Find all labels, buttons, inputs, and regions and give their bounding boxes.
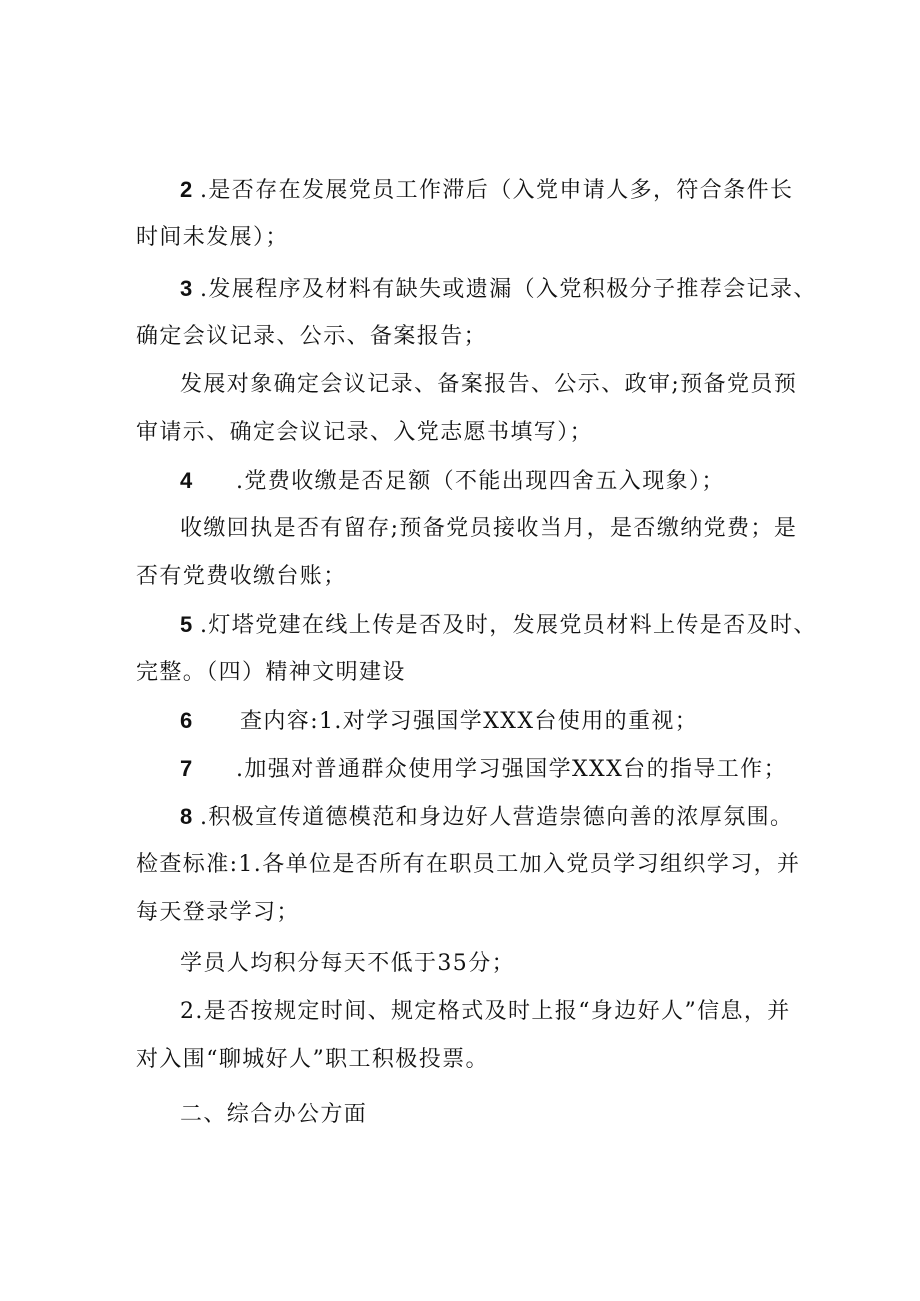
item-number: 4 [180,468,194,493]
section-heading: 二、综合办公方面 [180,1102,368,1127]
item-text: 查内容:1.对学习强国学XXX台使用的重视； [240,709,699,734]
item-number: 8 [180,804,194,829]
item-number: 5 [180,612,194,637]
item-text: .党费收缴是否足额（不能出现四舍五入现象）； [236,469,725,494]
item-8-line-2: 检查标准:1.各单位是否所有在职员工加入党员学习组织学习，并 [136,852,801,877]
paragraph-a-line-1: 发展对象确定会议记录、备案报告、公示、政审;预备党员预 [180,372,798,397]
item-2-line-2: 时间未发展）； [136,225,289,250]
item-5-line-2: 完整。（四）精神文明建设 [136,660,406,685]
item-number: 7 [180,756,194,781]
item-6-line-1 [180,708,860,735]
item-8-line-1 [180,804,860,831]
item-4-line-1 [180,468,860,495]
paragraph-b-line-2: 否有党费收缴台账； [136,564,347,589]
item-3-line-2: 确定会议记录、公示、备案报告； [136,324,488,349]
item-text: .加强对普通群众使用学习强国学XXX台的指导工作； [236,757,787,782]
item-7-line-1 [180,756,860,783]
item-text: .灯塔党建在线上传是否及时，发展党员材料上传是否及时、 [200,613,817,638]
item-8-line-3: 每天登录学习； [136,900,300,925]
item-text: .发展程序及材料有缺失或遗漏（入党积极分子推荐会记录、 [200,277,817,302]
item-text: .是否存在发展党员工作滞后（入党申请人多，符合条件长 [200,178,794,203]
item-text: .积极宣传道德模范和身边好人营造崇德向善的浓厚氛围。 [200,805,794,830]
item-3-line-1 [180,276,860,303]
item-number: 3 [180,276,194,301]
item-5-line-1 [180,612,860,639]
item-2b-line-2: 对入围“聊城好人”职工积极投票。 [136,1047,489,1072]
item-2-line-1 [180,177,860,204]
item-2b-line-1: 2.是否按规定时间、规定格式及时上报“身边好人”信息，并 [180,999,791,1024]
paragraph-a-line-2: 审请示、确定会议记录、入党志愿书填写）； [136,420,594,445]
paragraph-c-line-1: 学员人均积分每天不低于35分； [180,951,515,976]
paragraph-b-line-1: 收缴回执是否有留存;预备党员接收当月，是否缴纳党费；是 [180,516,798,541]
item-number: 6 [180,708,194,733]
item-number: 2 [180,177,194,202]
